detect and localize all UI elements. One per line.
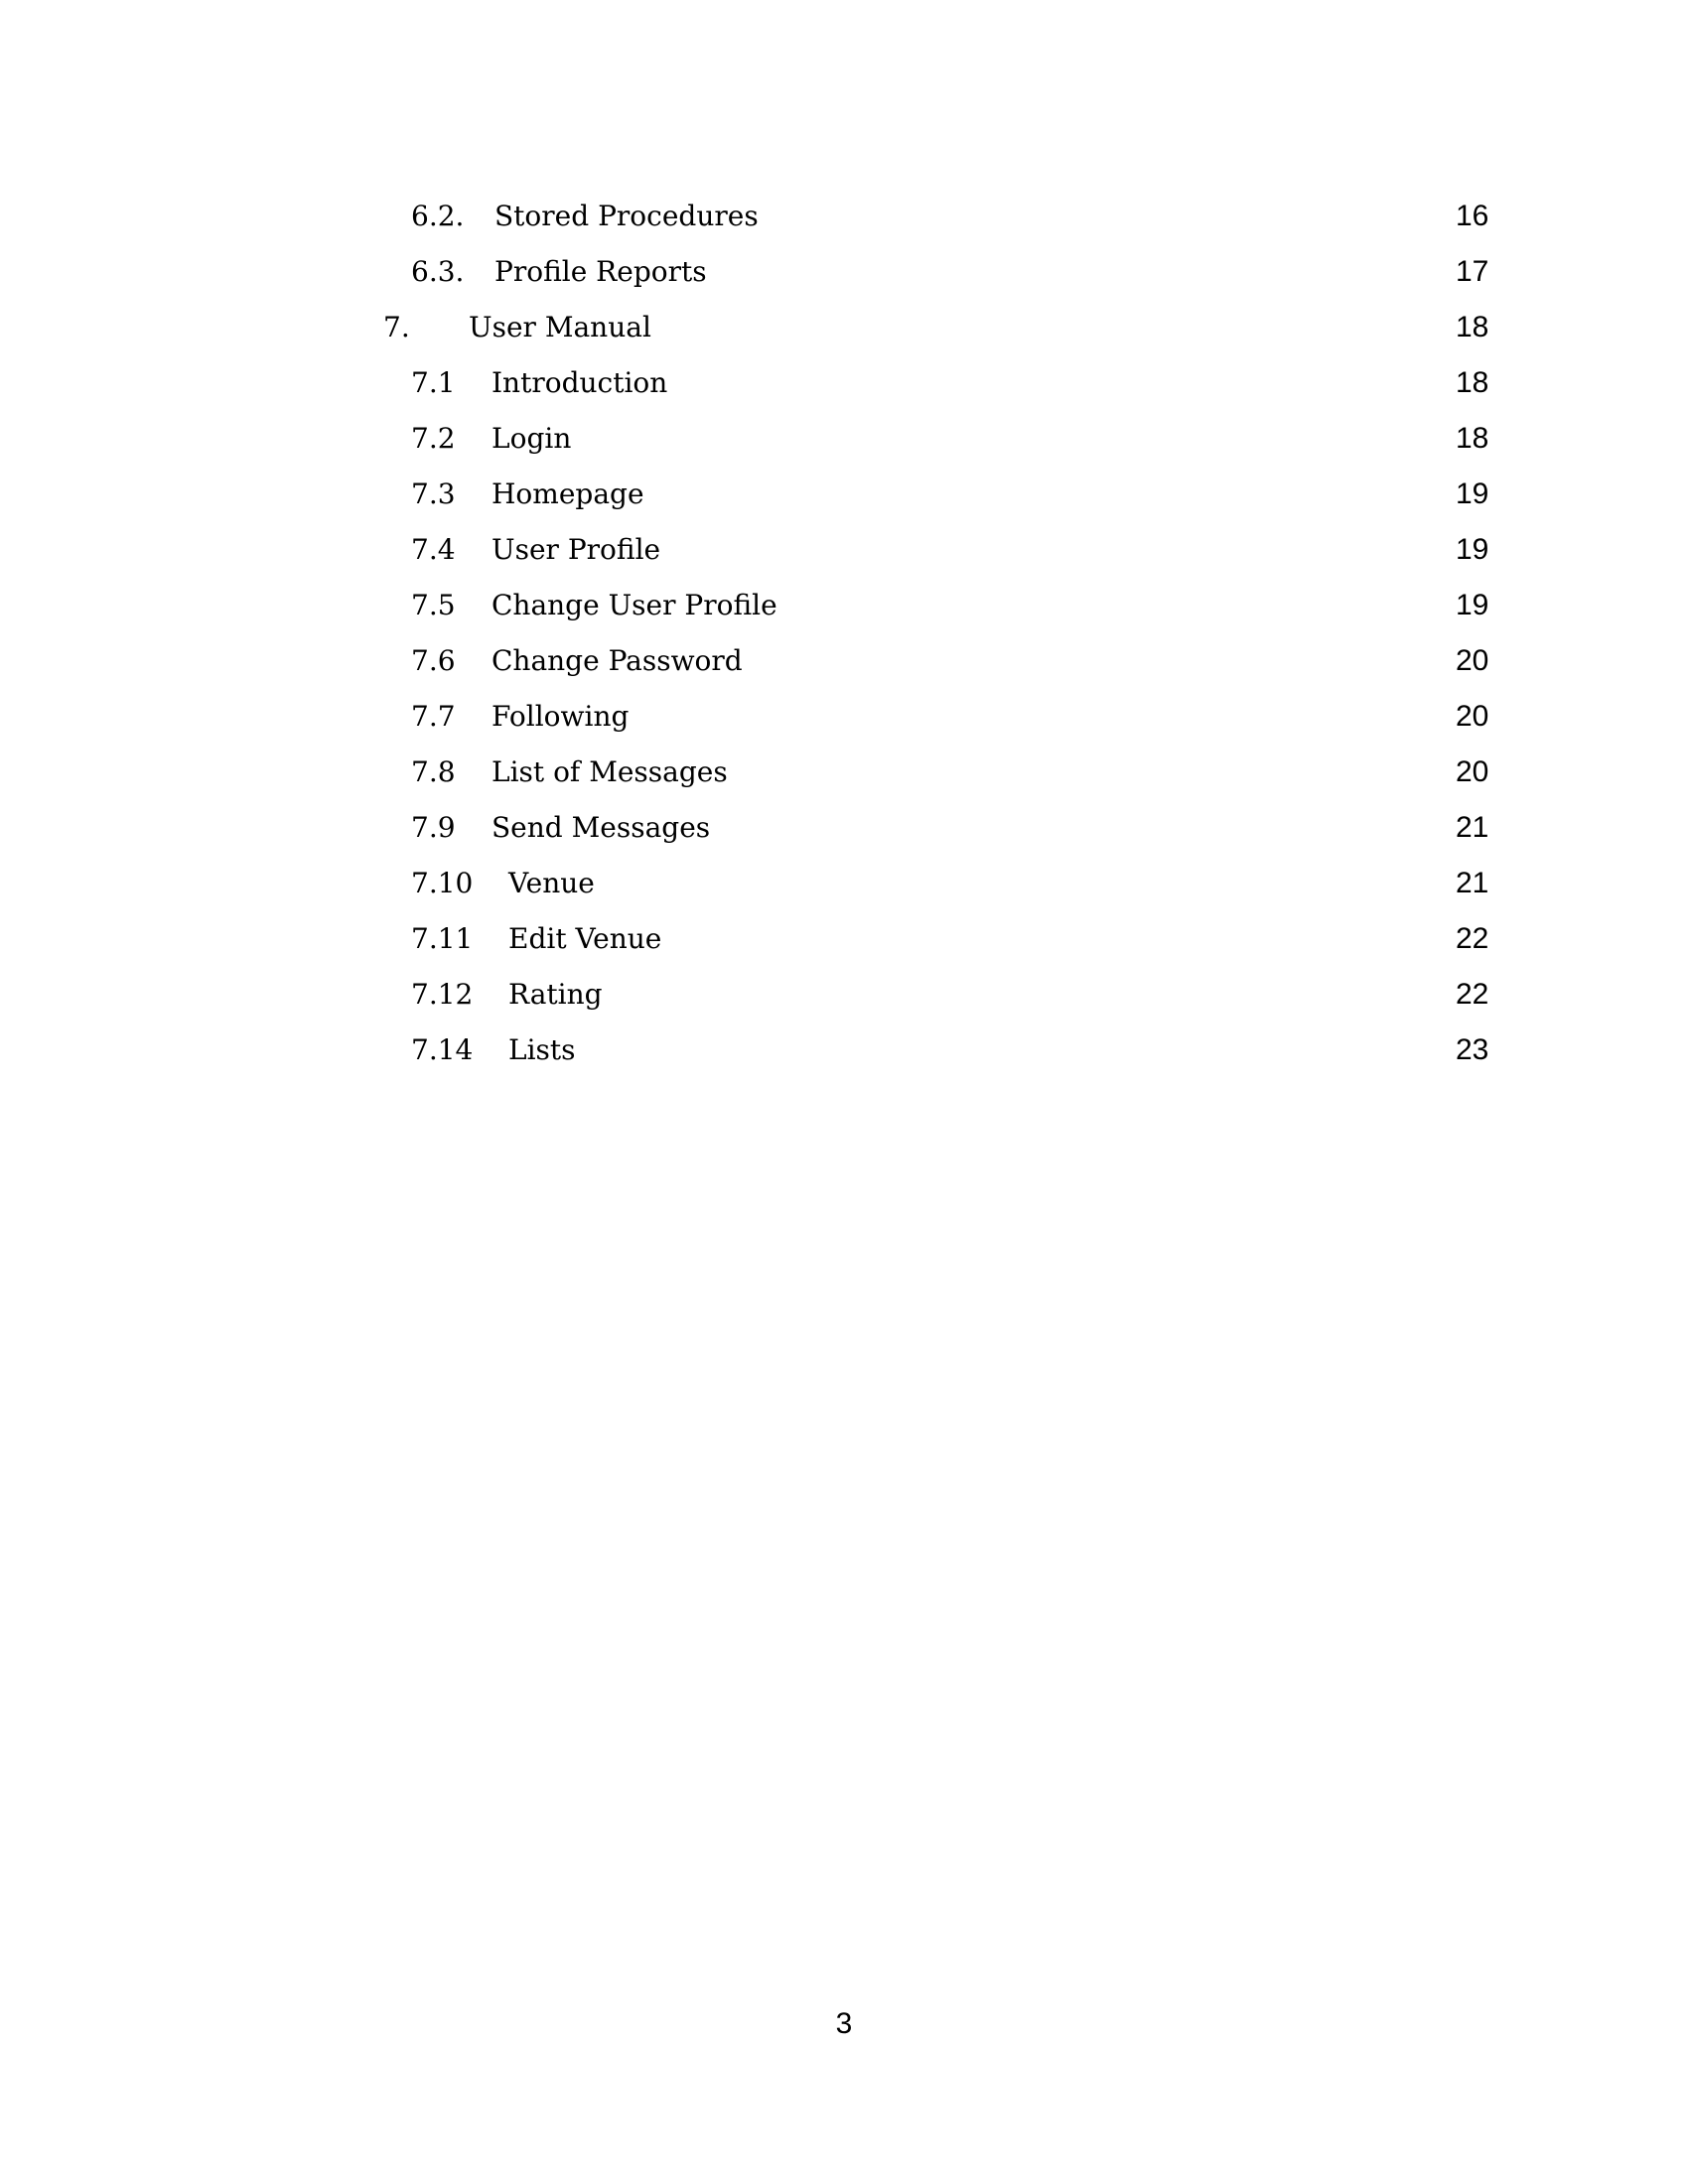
toc-entry-page: 18: [1456, 311, 1489, 343]
toc-entry-page: 20: [1456, 755, 1489, 788]
toc-entry-title: Venue: [508, 867, 595, 899]
toc-entry-title: Edit Venue: [508, 922, 662, 955]
toc-entry: [0, 467, 1688, 522]
toc-entry: [0, 745, 1688, 800]
toc-entry-number: 7.4: [411, 533, 456, 566]
toc-entry-number: 6.3.: [411, 255, 465, 288]
toc-entry: [0, 300, 1688, 355]
toc-entry: [0, 800, 1688, 856]
toc-entry: [0, 967, 1688, 1023]
toc-entry: [0, 244, 1688, 300]
toc-entry-number: 7.8: [411, 755, 456, 788]
toc-entry-page: 20: [1456, 644, 1489, 677]
toc-entry: [0, 911, 1688, 967]
page-number: 3: [835, 2007, 853, 2040]
toc-entry-number: 7.10: [411, 867, 474, 899]
toc-entry-page: 20: [1456, 700, 1489, 733]
toc-entry-number: 7.: [383, 311, 410, 343]
toc-entry-page: 22: [1456, 978, 1489, 1011]
toc-entry: [0, 189, 1688, 244]
toc-entry: [0, 578, 1688, 633]
toc-entry-number: 7.3: [411, 478, 456, 510]
toc-entry-title: Login: [492, 422, 572, 455]
toc-entry-title: Stored Procedures: [494, 200, 759, 232]
toc-entry: [0, 689, 1688, 745]
toc-entry-title: Send Messages: [492, 811, 711, 844]
toc-entry-title: Introduction: [492, 366, 668, 399]
toc-entry: [0, 355, 1688, 411]
toc-entry-number: 7.9: [411, 811, 456, 844]
toc-entry-number: 7.5: [411, 589, 456, 621]
toc-entry-title: Change User Profile: [492, 589, 777, 621]
toc-entry-page: 23: [1456, 1033, 1489, 1066]
toc-entry: [0, 522, 1688, 578]
toc-entry-title: Rating: [508, 978, 603, 1011]
toc-entry-page: 19: [1456, 533, 1489, 566]
toc-entry-number: 7.1: [411, 366, 456, 399]
toc-entry-page: 18: [1456, 366, 1489, 399]
toc-entry-page: 21: [1456, 811, 1489, 844]
toc-entry-page: 21: [1456, 867, 1489, 899]
toc-entry-page: 18: [1456, 422, 1489, 455]
toc-entry-page: 16: [1456, 200, 1489, 232]
toc-entry-number: 7.14: [411, 1033, 474, 1066]
toc-entry-title: Profile Reports: [494, 255, 707, 288]
toc-entry: [0, 856, 1688, 911]
toc-entry-title: Change Password: [492, 644, 743, 677]
toc-entry-number: 6.2.: [411, 200, 465, 232]
toc-entry-number: 7.7: [411, 700, 456, 733]
toc-entry-page: 22: [1456, 922, 1489, 955]
toc-entry: [0, 633, 1688, 689]
toc-entry-page: 19: [1456, 478, 1489, 510]
toc-entry-title: Lists: [508, 1033, 576, 1066]
toc-entry: [0, 411, 1688, 467]
table-of-contents: [0, 189, 1688, 1078]
toc-entry: [0, 1023, 1688, 1078]
toc-entry-title: Following: [492, 700, 630, 733]
toc-entry-number: 7.12: [411, 978, 474, 1011]
toc-entry-title: User Profile: [492, 533, 661, 566]
toc-entry-title: Homepage: [492, 478, 644, 510]
toc-entry-title: List of Messages: [492, 755, 728, 788]
toc-entry-page: 17: [1456, 255, 1489, 288]
toc-entry-number: 7.2: [411, 422, 456, 455]
toc-entry-page: 19: [1456, 589, 1489, 621]
toc-entry-number: 7.11: [411, 922, 474, 955]
toc-entry-number: 7.6: [411, 644, 456, 677]
toc-entry-title: User Manual: [469, 311, 651, 343]
